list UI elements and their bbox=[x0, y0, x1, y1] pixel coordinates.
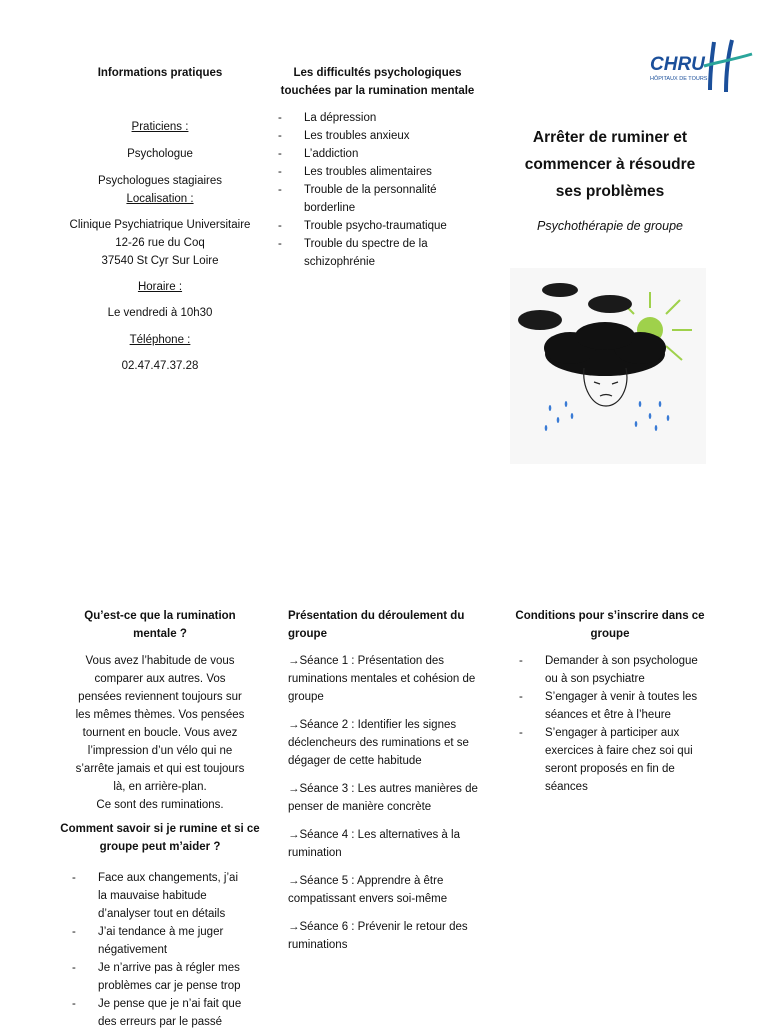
difficulties-panel bbox=[270, 64, 485, 271]
list-item: - Trouble du spectre de la schizophrénie bbox=[270, 235, 450, 271]
cover-title-line-2: commencer à résoudre bbox=[524, 156, 696, 173]
list-item: - Face aux changements, j’ai la mauvaise habitude d’analyser tout en détails bbox=[64, 869, 244, 923]
seance-item: →Séance 5 : Apprendre à être compatissant envers soi-même bbox=[288, 875, 448, 905]
difficulties-list bbox=[270, 109, 450, 271]
list-item: - Je n’arrive pas à régler mes problèmes car je pense trop bbox=[64, 959, 244, 995]
difficulties-heading-line-1: Les difficultés psychologiques bbox=[293, 67, 462, 79]
rumination-heading bbox=[60, 607, 260, 643]
difficulties-heading-line-2: touchées par la rumination mentale bbox=[280, 85, 475, 97]
how-heading bbox=[60, 820, 260, 856]
conditions-list bbox=[505, 652, 707, 796]
rumination-panel bbox=[60, 607, 260, 1031]
address-line-3: 37540 St Cyr Sur Loire bbox=[101, 255, 219, 267]
list-item: - La dépression bbox=[270, 109, 450, 127]
rumination-heading-line-2: mentale ? bbox=[133, 628, 187, 640]
cover-title-line-3: ses problèmes bbox=[555, 183, 665, 200]
how-heading-line-1: Comment savoir si je rumine et si ce bbox=[60, 823, 260, 835]
list-item: - S’engager à participer aux exercices à faire chez soi qui seront proposés en fin de séances bbox=[511, 724, 707, 796]
address-line-2: 12-26 rue du Coq bbox=[115, 237, 205, 249]
chru-logo-text: CHRU bbox=[650, 54, 705, 75]
how-heading-line-2: groupe peut m’aider ? bbox=[99, 841, 221, 853]
list-item: - L’addiction bbox=[270, 145, 450, 163]
chru-logo bbox=[648, 36, 756, 94]
telephone-value: 02.47.47.37.28 bbox=[121, 360, 199, 372]
deroulement-heading bbox=[288, 607, 478, 643]
list-item: - Demander à son psychologue ou à son psychiatre bbox=[511, 652, 707, 688]
localisation-label: Localisation : bbox=[126, 193, 194, 205]
list-item: - J’ai tendance à me juger négativement bbox=[64, 923, 244, 959]
cover-subtitle: Psychothérapie de groupe bbox=[537, 219, 683, 233]
rumination-body: Vous avez l’habitude de vous comparer aux autres. Vos pensées reviennent toujours sur les mêmes thèmes. Vos pensées tournent en boucle. Vous avez l’impression d’un vélo qui ne s’arrête jamais et qui est toujours là, en arrière-plan. bbox=[75, 655, 245, 793]
list-item: - Les troubles alimentaires bbox=[270, 163, 450, 181]
info-heading: Informations pratiques bbox=[97, 67, 223, 79]
rumination-body-2: Ce sont des ruminations. bbox=[96, 799, 224, 811]
conditions-heading-line-1: Conditions pour s’inscrire dans ce bbox=[515, 610, 705, 622]
deroulement-heading-line-1: Présentation du déroulement du bbox=[288, 610, 465, 622]
horaire-label: Horaire : bbox=[137, 281, 183, 293]
praticien-1: Psychologue bbox=[127, 148, 193, 160]
praticien-2: Psychologues stagiaires bbox=[97, 175, 222, 187]
deroulement-panel bbox=[288, 607, 478, 964]
horaire-value: Le vendredi à 10h30 bbox=[107, 307, 213, 319]
seance-item: →Séance 2 : Identifier les signes déclencheurs des ruminations et se dégager de cette habitude bbox=[288, 719, 469, 767]
seance-item: →Séance 4 : Les alternatives à la rumination bbox=[288, 829, 460, 859]
cover-title-block bbox=[500, 124, 720, 235]
conditions-panel bbox=[505, 607, 715, 796]
address-line-1: Clinique Psychiatrique Universitaire bbox=[69, 219, 251, 231]
seance-item: →Séance 6 : Prévenir le retour des ruminations bbox=[288, 921, 468, 951]
deroulement-heading-line-2: groupe bbox=[288, 628, 327, 640]
list-item: - Je pense que je n’ai fait que des erreurs par le passé bbox=[64, 995, 244, 1031]
seance-item: →Séance 3 : Les autres manières de penser de manière concrète bbox=[288, 783, 478, 813]
list-item: - S’engager à venir à toutes les séances et être à l’heure bbox=[511, 688, 707, 724]
list-item: - Les troubles anxieux bbox=[270, 127, 450, 145]
seance-item: →Séance 1 : Présentation des ruminations mentales et cohésion de groupe bbox=[288, 655, 476, 703]
conditions-heading bbox=[505, 607, 715, 643]
list-item: - Trouble psycho-traumatique bbox=[270, 217, 450, 235]
list-item: - Trouble de la personnalité borderline bbox=[270, 181, 450, 217]
rumination-illustration bbox=[510, 268, 706, 464]
rumination-heading-line-1: Qu’est-ce que la rumination bbox=[84, 610, 236, 622]
difficulties-heading bbox=[270, 64, 485, 100]
telephone-label: Téléphone : bbox=[129, 334, 191, 346]
conditions-heading-line-2: groupe bbox=[590, 628, 630, 640]
how-list bbox=[60, 869, 244, 1031]
cover-title-line-1: Arrêter de ruminer et bbox=[532, 129, 688, 146]
info-panel bbox=[60, 64, 260, 375]
chru-logo-subtext: HÔPITAUX DE TOURS bbox=[650, 76, 708, 82]
praticiens-label: Praticiens : bbox=[131, 121, 189, 133]
